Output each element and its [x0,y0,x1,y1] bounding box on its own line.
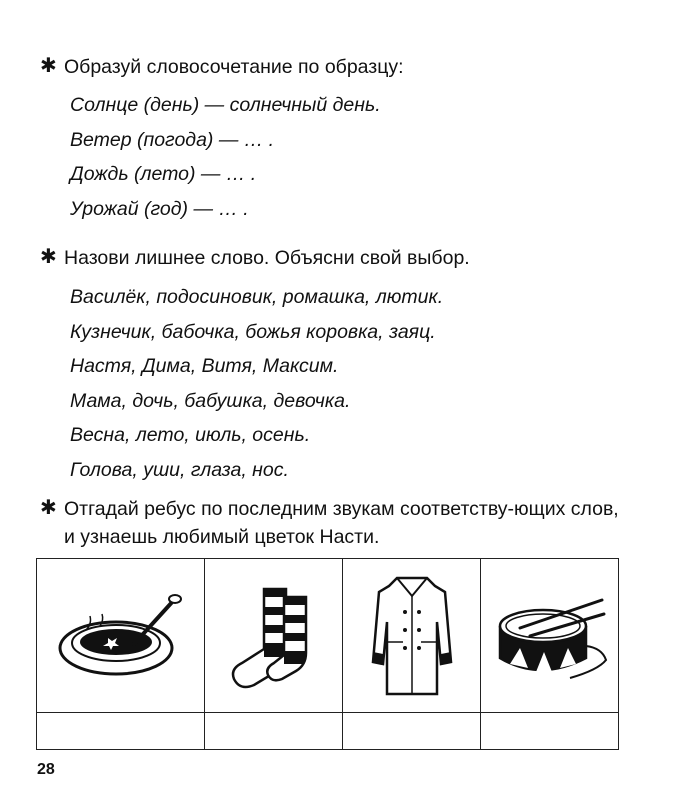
rebus-table [36,558,619,750]
rebus-cell-4 [481,559,619,713]
task-1-title: Образуй словосочетание по образцу: [64,56,404,78]
task-line: Мама, дочь, бабушка, девочка. [70,389,351,412]
rebus-answer-cell-4[interactable] [481,713,619,750]
task-1 [40,53,404,226]
task-line: Ветер (погода) — … . [70,128,275,151]
rebus-answer-cell-1[interactable] [37,713,205,750]
task-2-lines [40,280,470,487]
task-2-title: Назови лишнее слово. Объясни свой выбор. [64,247,470,269]
rebus-answer-cell-2[interactable] [205,713,343,750]
task-line: Урожай (год) — … . [70,197,249,220]
coat-icon [367,572,457,700]
star-bullet-icon: ✱ [40,55,57,77]
task-line: Дождь (лето) — … . [70,163,257,185]
task-3 [40,495,630,551]
task-line: Настя, Дима, Витя, Максим. [70,355,339,377]
rebus-answer-row [37,713,619,750]
page-number: 28 [37,761,55,778]
rebus-answer-cell-3[interactable] [343,713,481,750]
task-line: Голова, уши, глаза, нос. [70,458,289,481]
task-line: Василёк, подосиновик, ромашка, лютик. [70,286,444,308]
rebus-cell-2 [205,559,343,713]
task-line: Кузнечик, бабочка, божья коровка, заяц. [70,320,436,343]
star-bullet-icon: ✱ [40,246,57,268]
task-3-header [40,495,630,551]
task-2-header [40,244,470,272]
task-line: Весна, лето, июль, осень. [70,424,311,446]
task-3-title: Отгадай ребус по последним звукам соответству-ющих слов, и узнаешь любимый цветок Насти. [64,498,619,548]
socks-icon [224,581,324,691]
task-line: Солнце (день) — солнечный день. [70,94,381,116]
star-bullet-icon: ✱ [40,497,57,519]
task-1-lines [40,88,404,226]
soup-bowl-icon [56,586,186,686]
task-2 [40,244,470,487]
task-1-header [40,53,404,81]
rebus-cell-3 [343,559,481,713]
drum-icon [490,586,610,686]
rebus-cell-1 [37,559,205,713]
rebus-picture-row [37,559,619,713]
